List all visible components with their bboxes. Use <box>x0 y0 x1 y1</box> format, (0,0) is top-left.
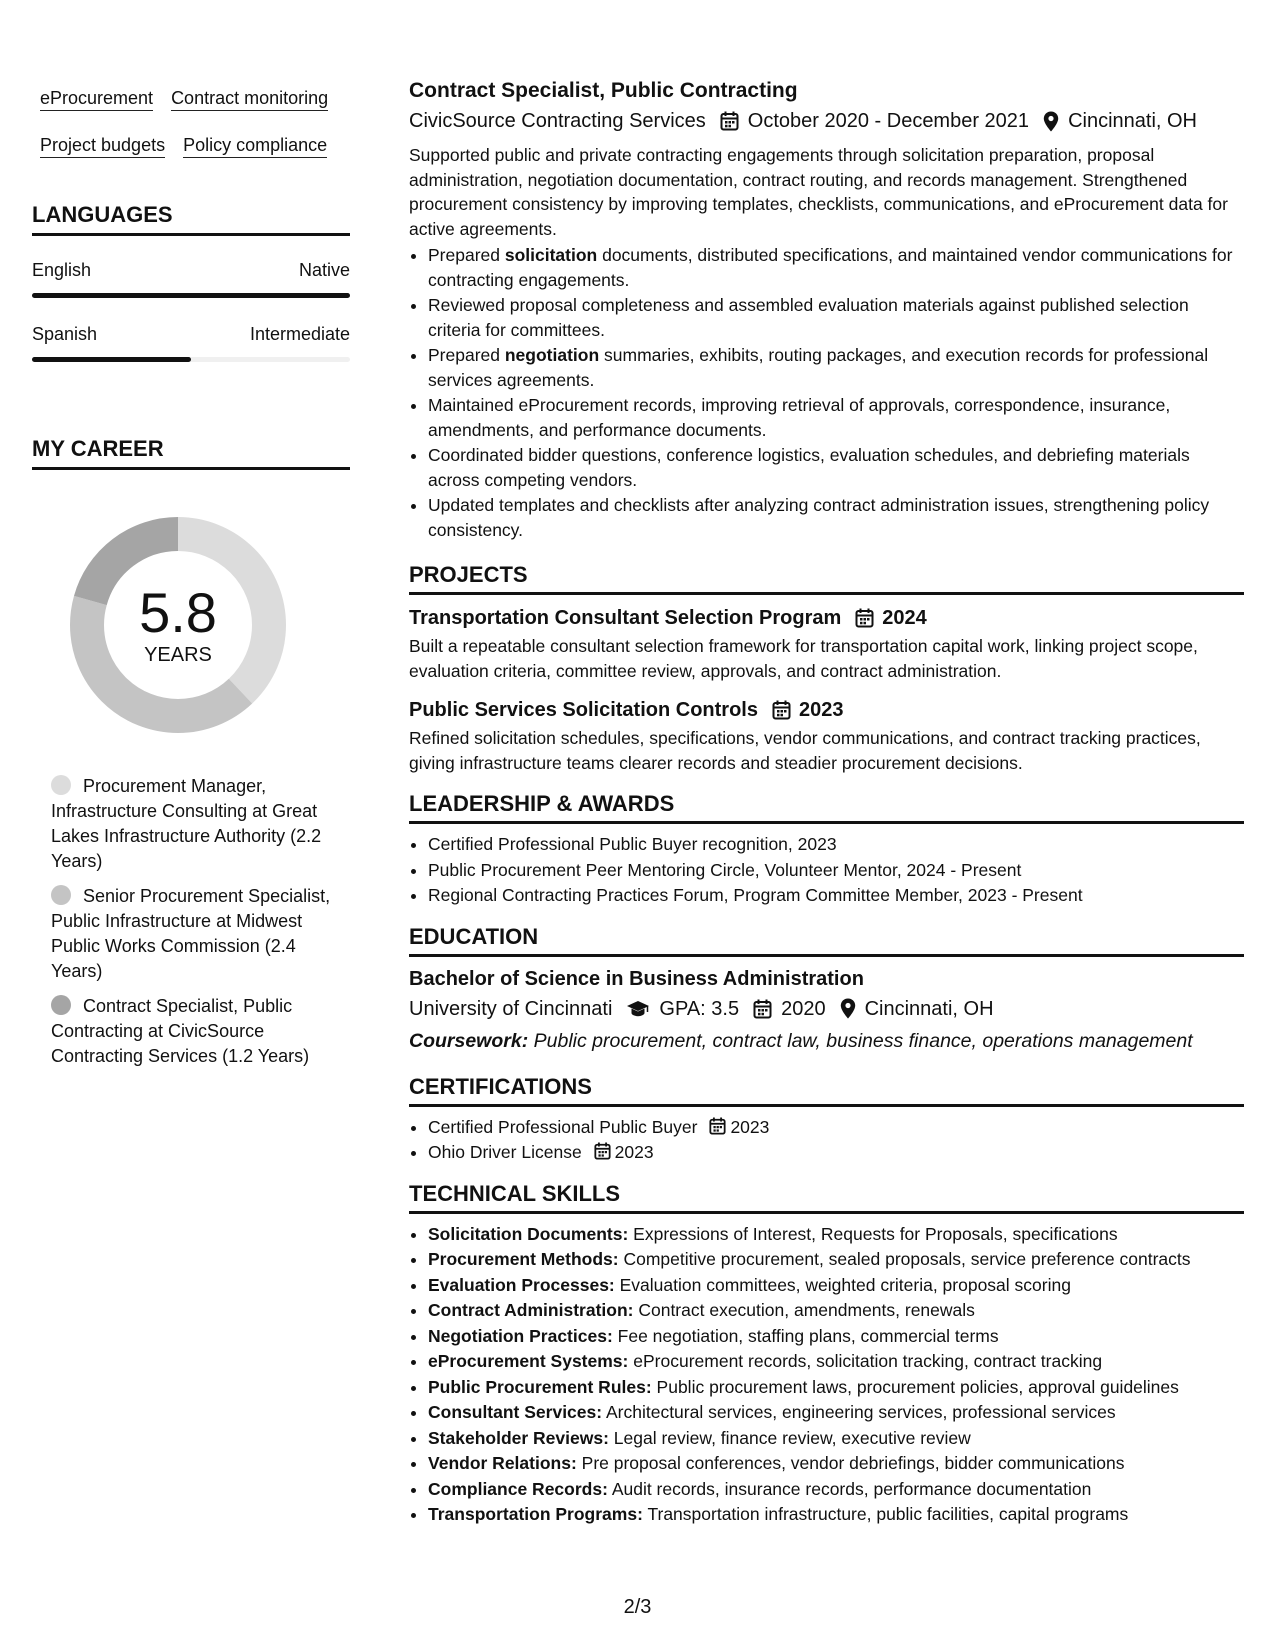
certifications-heading: CERTIFICATIONS <box>409 1074 1244 1107</box>
job-bullet: • Prepared solicitation documents, distributed specifications, and maintained vendor communications for contracting engagements. <box>428 243 1244 292</box>
technical-skill-item: • Solicitation Documents: Expressions of Interest, Requests for Proposals, specifications <box>428 1222 1244 1247</box>
calendar-icon <box>709 1117 726 1135</box>
job-bullet: • Maintained eProcurement records, improving retrieval of approvals, correspondence, insurance, amendments, and performance documents. <box>428 393 1244 442</box>
language-spanish <box>32 324 350 362</box>
job-meta <box>409 108 1244 134</box>
education-meta <box>409 996 1244 1022</box>
career-total-unit: YEARS <box>144 643 212 666</box>
technical-skill-item: • Consultant Services: Architectural services, engineering services, professional services <box>428 1400 1244 1425</box>
education-location: Cincinnati, OH <box>864 997 994 1020</box>
technical-skill-item: • Evaluation Processes: Evaluation committees, weighted criteria, proposal scoring <box>428 1273 1244 1298</box>
graduation-cap-icon <box>626 1000 650 1018</box>
job-company: CivicSource Contracting Services <box>409 110 706 132</box>
technical-skills-list <box>409 1222 1244 1527</box>
job-bullet: • Coordinated bidder questions, conference logistics, evaluation schedules, and debriefing materials across competing vendors. <box>428 443 1244 492</box>
leadership-item: • Certified Professional Public Buyer recognition, 2023 <box>428 832 1244 857</box>
language-name: English <box>32 260 92 280</box>
job-title: Contract Specialist, Public Contracting <box>409 79 798 102</box>
project-title: Transportation Consultant Selection Program <box>409 607 842 629</box>
project-year: 2024 <box>882 607 927 629</box>
technical-skill-item: • Contract Administration: Contract execution, amendments, renewals <box>428 1298 1244 1323</box>
education-school: University of Cincinnati <box>409 997 613 1020</box>
language-level: Native <box>298 260 350 280</box>
calendar-icon <box>720 111 739 131</box>
skill-tags <box>40 78 350 158</box>
education-entry <box>409 966 1244 1054</box>
legend-dot <box>51 775 71 795</box>
skill-tag: Contract monitoring <box>171 78 328 111</box>
job-dates: October 2020 - December 2021 <box>747 110 1030 132</box>
language-bar <box>32 293 350 298</box>
technical-skills-heading: TECHNICAL SKILLS <box>409 1181 1244 1214</box>
job-location: Cincinnati, OH <box>1068 110 1197 132</box>
technical-skill-item: • Negotiation Practices: Fee negotiation, staffing plans, commercial terms <box>428 1324 1244 1349</box>
technical-skill-item: • Public Procurement Rules: Public procurement laws, procurement policies, approval guidelines <box>428 1375 1244 1400</box>
leadership-heading: LEADERSHIP & AWARDS <box>409 791 1244 824</box>
leadership-item: • Public Procurement Peer Mentoring Circle, Volunteer Mentor, 2024 - Present <box>428 858 1244 883</box>
job-bullet: • Prepared negotiation summaries, exhibits, routing packages, and execution records for professional services agreements. <box>428 343 1244 392</box>
certification-item: • Certified Professional Public Buyer 2023 <box>428 1115 1244 1140</box>
skill-tag: eProcurement <box>40 78 153 111</box>
career-legend-item: Procurement Manager, Infrastructure Consulting at Great Lakes Infrastructure Authority (2.2 Years) <box>51 776 322 871</box>
education-degree: Bachelor of Science in Business Administration <box>409 967 864 990</box>
job-bullet: • Reviewed proposal completeness and assembled evaluation materials against published selection criteria for committees. <box>428 293 1244 342</box>
career-legend-item: Contract Specialist, Public Contracting at CivicSource Contracting Services (1.2 Years) <box>51 996 310 1066</box>
project-year: 2023 <box>798 699 844 721</box>
career-heading: MY CAREER <box>32 436 350 470</box>
technical-skill-item: • Transportation Programs: Transportation infrastructure, public facilities, capital programs <box>428 1502 1244 1527</box>
sidebar <box>32 78 350 1079</box>
calendar-icon <box>772 700 791 720</box>
project-entry <box>409 697 1244 775</box>
project-title: Public Services Solicitation Controls <box>409 699 758 721</box>
page-number: 2/3 <box>623 1596 652 1618</box>
language-bar <box>32 357 350 362</box>
project-description: Refined solicitation schedules, specifications, vendor communications, and contract tracking practices, giving infrastructure teams clearer records and steadier procurement decisions. <box>409 728 1201 773</box>
location-pin-icon <box>1043 111 1059 132</box>
legend-dot <box>51 885 71 905</box>
calendar-icon <box>855 608 874 628</box>
calendar-icon <box>753 999 772 1019</box>
main-content <box>409 78 1244 1528</box>
career-legend-item: Senior Procurement Specialist, Public Infrastructure at Midwest Public Works Commission (2.4 Years) <box>51 886 331 981</box>
language-bar-fill <box>32 357 191 362</box>
education-gpa: GPA: 3.5 <box>659 997 740 1020</box>
education-heading: EDUCATION <box>409 924 1244 957</box>
technical-skill-item: • Procurement Methods: Competitive procurement, sealed proposals, service preference contracts <box>428 1247 1244 1272</box>
language-bar-fill <box>32 293 350 298</box>
legend-dot <box>51 995 71 1015</box>
career-legend <box>51 774 341 1069</box>
skill-tag: Project budgets <box>40 125 165 158</box>
technical-skill-item: • Vendor Relations: Pre proposal conferences, vendor debriefings, bidder communications <box>428 1451 1244 1476</box>
education-year: 2020 <box>781 997 826 1020</box>
job-summary: Supported public and private contracting engagements through solicitation preparation, proposal administration, negotiation documentation, contract routing, and records management. Strengthened procurement consistency by improving templates, checklists, communications, and eProcurement data for active agreements. <box>409 145 1228 239</box>
projects-heading: PROJECTS <box>409 562 1244 595</box>
career-total-value: 5.8 <box>139 580 217 644</box>
technical-skill-item: • Stakeholder Reviews: Legal review, finance review, executive review <box>428 1426 1244 1451</box>
technical-skill-item: • Compliance Records: Audit records, insurance records, performance documentation <box>428 1477 1244 1502</box>
project-entry <box>409 605 1244 683</box>
leadership-list <box>409 832 1244 908</box>
location-pin-icon <box>840 998 856 1019</box>
leadership-item: • Regional Contracting Practices Forum, Program Committee Member, 2023 - Present <box>428 883 1244 908</box>
certification-item: • Ohio Driver License 2023 <box>428 1140 1244 1165</box>
languages-heading: LANGUAGES <box>32 202 350 236</box>
technical-skill-item: • eProcurement Systems: eProcurement records, solicitation tracking, contract tracking <box>428 1349 1244 1374</box>
career-donut-chart <box>65 512 291 738</box>
certifications-list <box>409 1115 1244 1165</box>
skill-tag: Policy compliance <box>183 125 327 158</box>
education-coursework: Coursework: Public procurement, contract law, business finance, operations management <box>409 1029 1193 1052</box>
language-name: Spanish <box>32 324 98 344</box>
job-entry <box>409 78 1244 542</box>
calendar-icon <box>594 1142 611 1160</box>
job-bullet: • Updated templates and checklists after analyzing contract administration issues, strengthening policy consistency. <box>428 493 1244 542</box>
language-english <box>32 260 350 298</box>
language-level: Intermediate <box>249 324 350 344</box>
job-bullets <box>409 243 1244 542</box>
project-description: Built a repeatable consultant selection framework for transportation capital work, linking project scope, evaluation criteria, committee review, approvals, and contract administration. <box>409 636 1198 681</box>
